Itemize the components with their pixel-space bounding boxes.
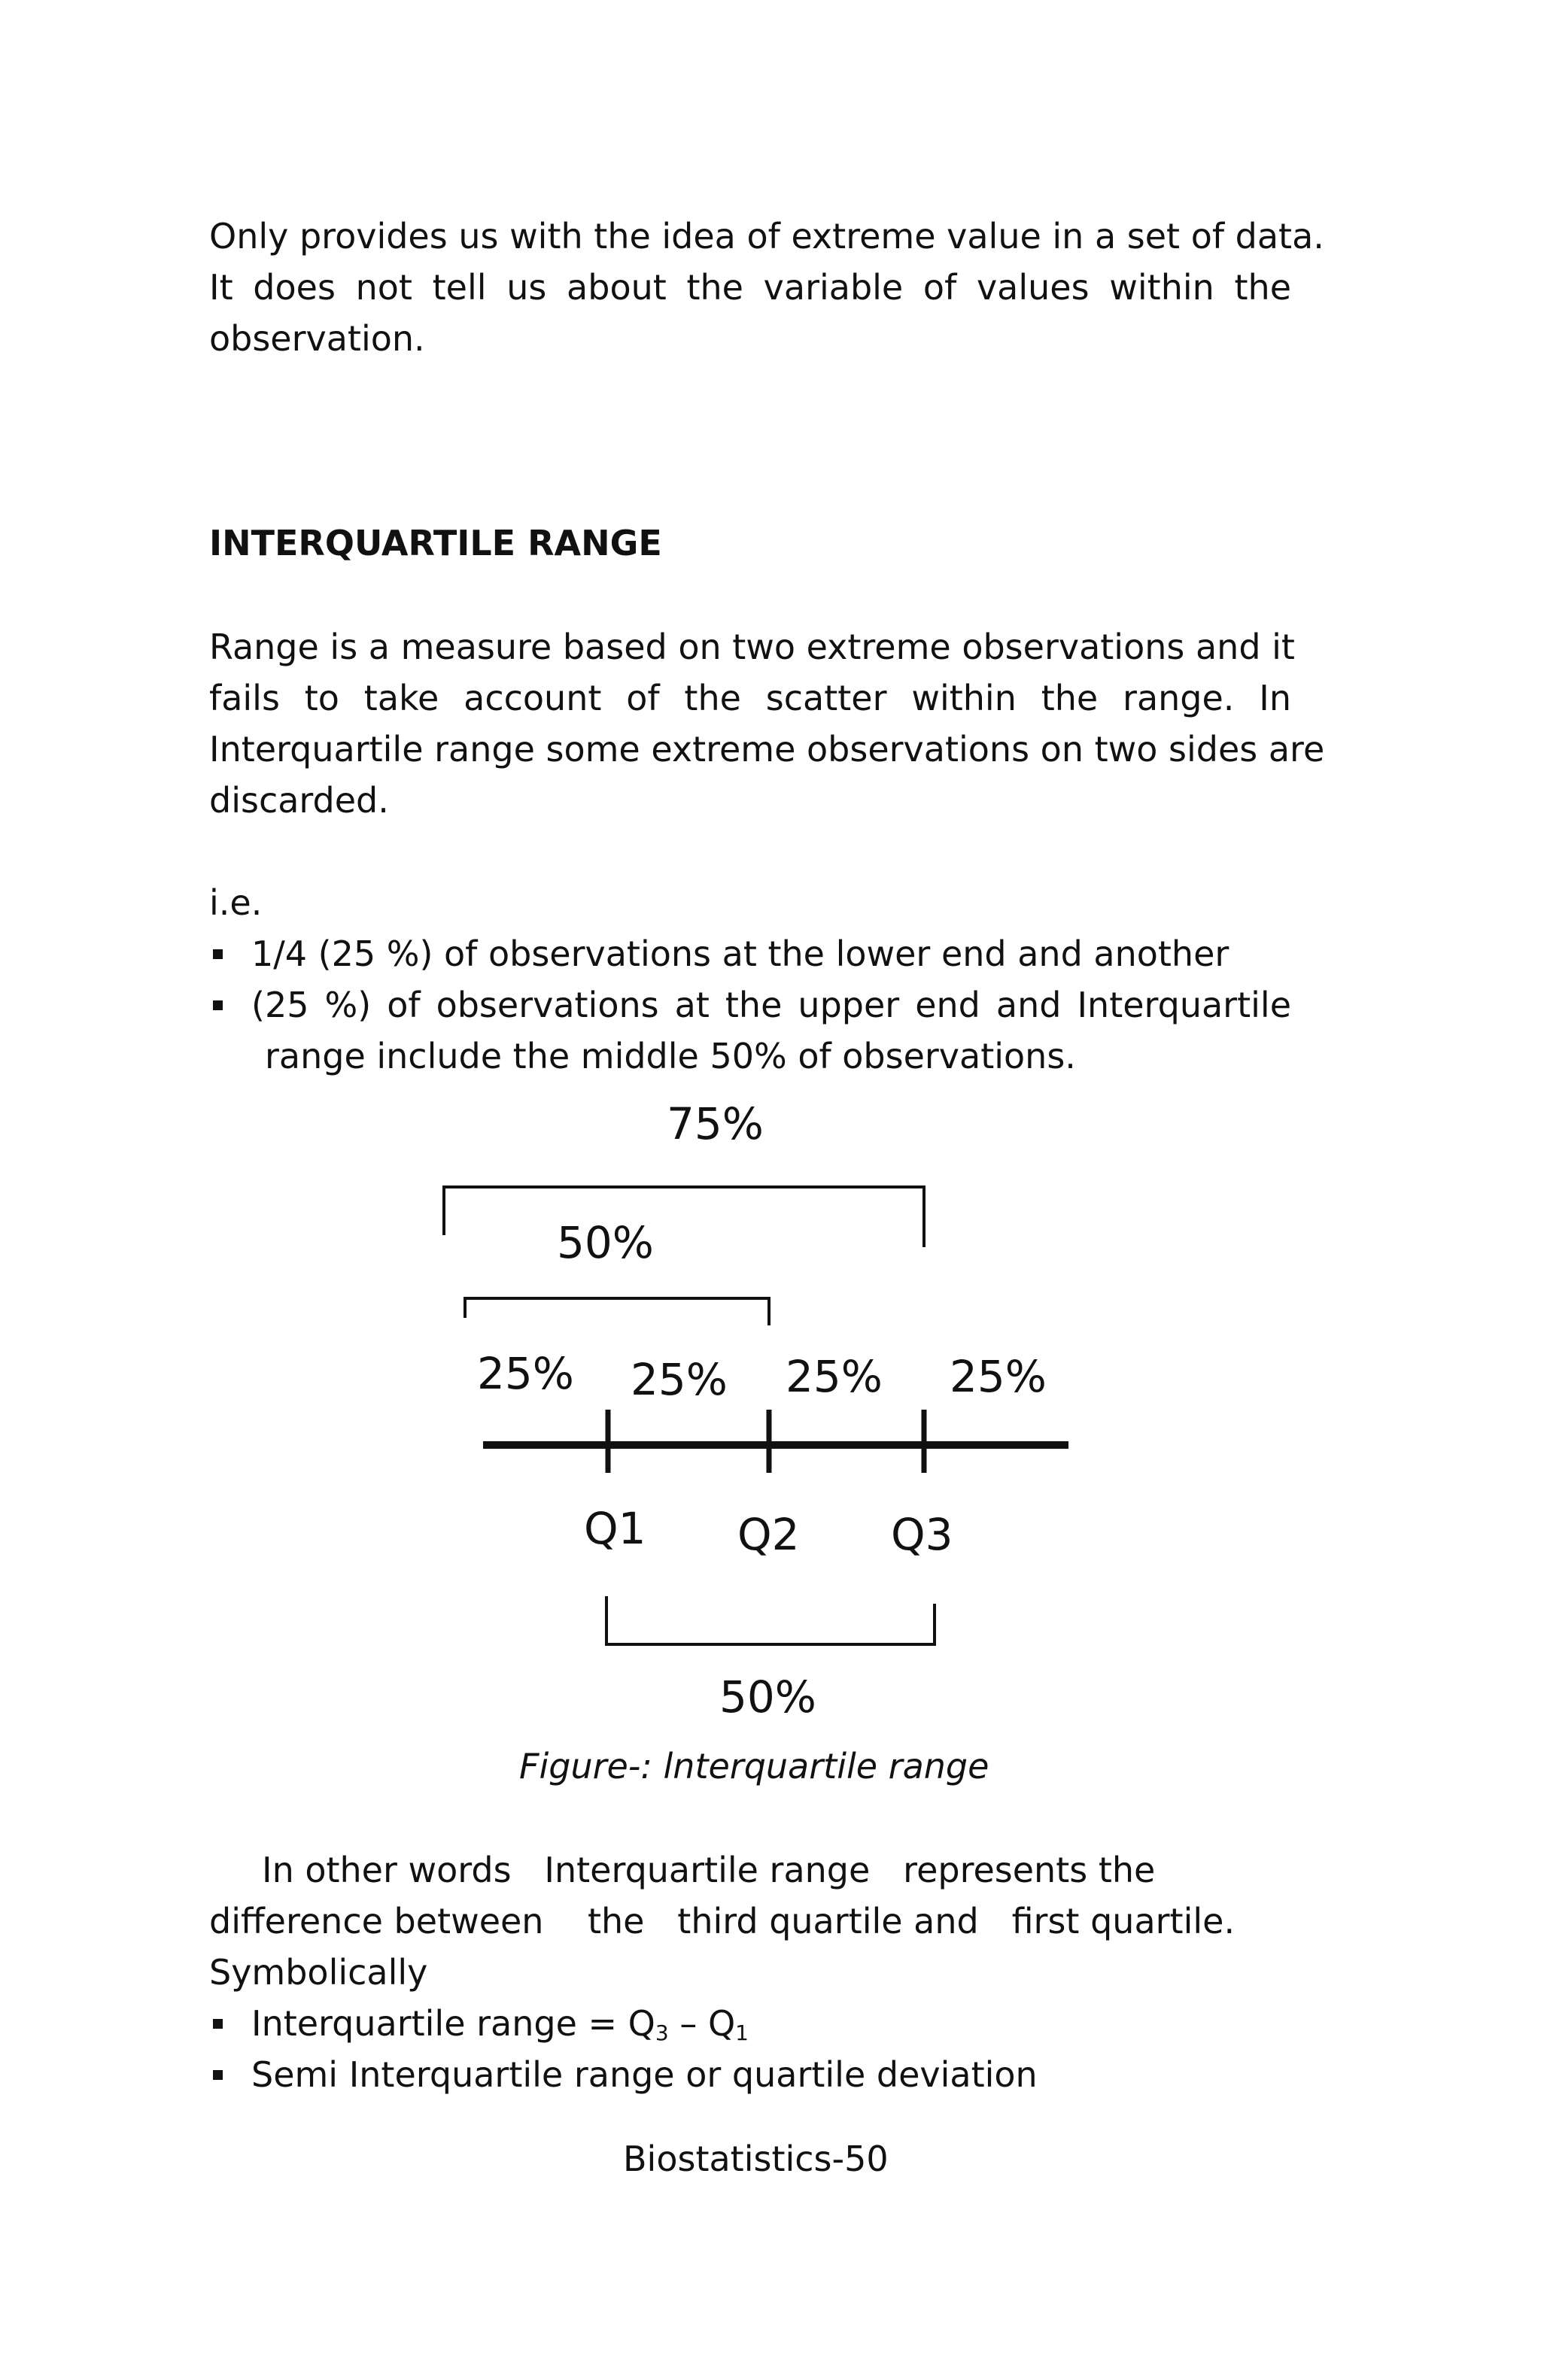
formula-mid: – Q: [668, 2003, 736, 2044]
segment-label-1: 25%: [477, 1348, 574, 1399]
formula-sub-3: 3: [655, 2020, 669, 2045]
top-bracket: [444, 1187, 924, 1247]
bullet-marker: [213, 2019, 223, 2029]
bottom-bracket: [606, 1596, 935, 1644]
formula-sub-1: 1: [735, 2020, 749, 2045]
para2-line-2: difference between the third quartile and first quartile.: [209, 1901, 1236, 1941]
section-heading: INTERQUARTILE RANGE: [209, 523, 662, 563]
mid-bracket: [465, 1298, 769, 1325]
page-footer: Biostatistics-50: [623, 2139, 889, 2179]
bottom-bracket-label: 50%: [719, 1671, 816, 1723]
intro-line-2: It does not tell us about the variable of values within the: [209, 267, 1291, 308]
intro-line-3: observation.: [209, 318, 425, 359]
top-bracket-label: 75%: [667, 1098, 764, 1149]
formula-bullet: [251, 1998, 749, 2049]
formula-prefix: Interquartile range = Q: [251, 2003, 655, 2044]
para-line-3: Interquartile range some extreme observations on two sides are: [209, 729, 1325, 770]
para2-line-3: Symbolically: [209, 1952, 428, 1993]
ie-label: i.e.: [209, 882, 263, 923]
bullet-1-text: 1/4 (25 %) of observations at the lower end and another: [251, 933, 1229, 974]
q2-label: Q2: [737, 1509, 800, 1560]
bullet-2-continuation: range include the middle 50% of observations.: [265, 1036, 1076, 1076]
segment-label-2: 25%: [631, 1354, 728, 1405]
q1-label: Q1: [584, 1503, 646, 1554]
intro-line-1: Only provides us with the idea of extreme value in a set of data.: [209, 216, 1324, 257]
q3-label: Q3: [891, 1509, 953, 1560]
para2-line-1: In other words Interquartile range represents the: [262, 1850, 1156, 1890]
para-line-1: Range is a measure based on two extreme observations and it: [209, 627, 1295, 667]
bullet-2-text: (25 %) of observations at the upper end and Interquartile: [251, 985, 1291, 1025]
para-line-4: discarded.: [209, 780, 389, 821]
segment-label-4: 25%: [950, 1351, 1047, 1402]
semi-iqr-bullet: Semi Interquartile range or quartile deviation: [251, 2054, 1038, 2095]
para-line-2: fails to take account of the scatter within the range. In: [209, 678, 1291, 718]
figure-caption: Figure-: lnterquartile range: [519, 1746, 989, 1787]
segment-label-3: 25%: [786, 1351, 883, 1402]
bullet-marker: [213, 2070, 223, 2080]
mid-bracket-label: 50%: [557, 1217, 654, 1268]
